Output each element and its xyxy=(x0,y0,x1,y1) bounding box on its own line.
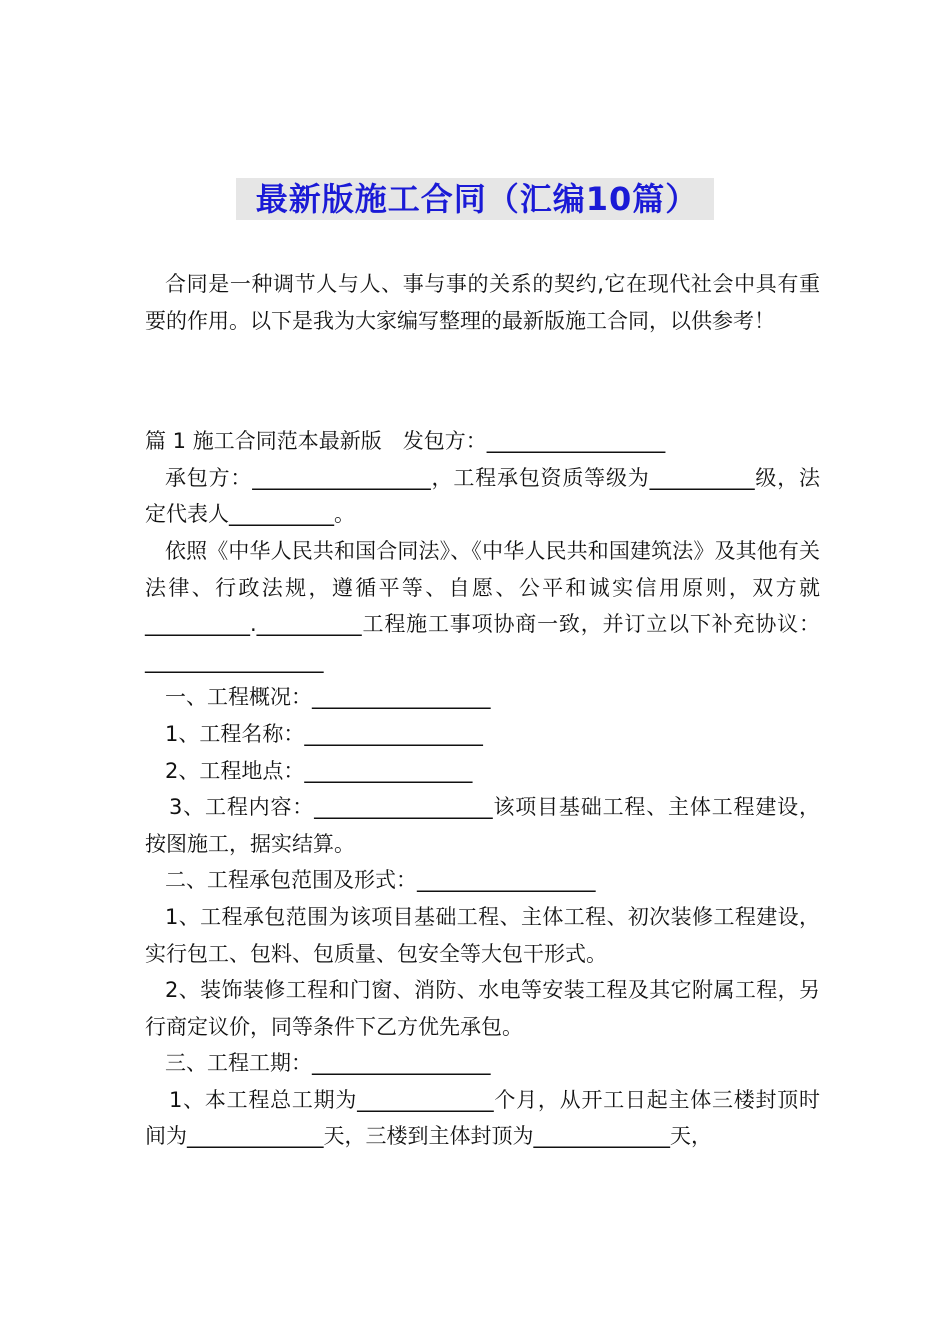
legal-basis-paragraph: 依照《中华人民共和国合同法》、《中华人民共和国建筑法》及其他有关法律、行政法规，遵循平等、自愿、公平和诚实信用原则，双方就__________.__________工程施工事项协商一致，并订立以下补充协议：_________________ xyxy=(145,538,820,673)
clause-item: 2、工程地点：________________ xyxy=(165,758,473,783)
clause-heading-3: 三、工程工期：_________________ xyxy=(165,1051,491,1076)
clause-heading-2: 二、工程承包范围及形式：_________________ xyxy=(165,868,596,893)
spacer xyxy=(145,339,820,423)
clause-item: 1、本工程总工期为_____________个月，从开工日起主体三楼封顶时间为_____________天，三楼到主体封顶为_____________天， xyxy=(145,1087,820,1149)
clause-item: 3、工程内容：_________________该项目基础工程、主体工程建设，按图施工，据实结算。 xyxy=(145,795,820,856)
document-title: 最新版施工合同（汇编10篇） xyxy=(236,178,715,220)
document-body xyxy=(145,266,820,1155)
section-heading: 篇 1 施工合同范本最新版 发包方：_________________ xyxy=(145,429,666,454)
clause-item: 1、工程名称：_________________ xyxy=(165,721,483,746)
title-container xyxy=(0,178,950,220)
clause-item: 2、装饰装修工程和门窗、消防、水电等安装工程及其它附属工程，另行商定议价，同等条件下乙方优先承包。 xyxy=(145,978,820,1039)
intro-paragraph: 合同是一种调节人与人、事与事的关系的契约,它在现代社会中具有重要的作用。以下是我为大家编写整理的最新版施工合同，以供参考！ xyxy=(145,272,820,333)
clause-heading-1: 一、工程概况：_________________ xyxy=(165,685,491,710)
clause-item: 1、工程承包范围为该项目基础工程、主体工程、初次装修工程建设，实行包工、包料、包质量、包安全等大包干形式。 xyxy=(145,904,820,966)
contractor-paragraph: 承包方：_________________，工程承包资质等级为__________级，法定代表人__________。 xyxy=(145,465,820,527)
